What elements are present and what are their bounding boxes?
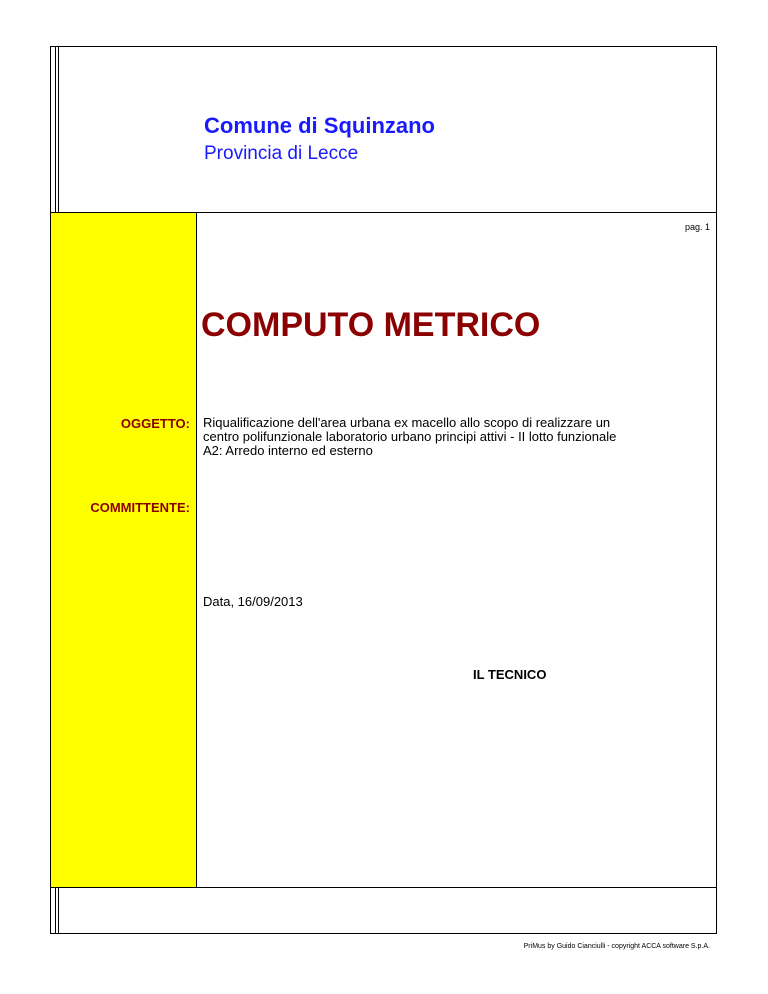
committente-label: COMMITTENTE: bbox=[90, 500, 190, 515]
oggetto-line: centro polifunzionale laboratorio urbano principi attivi - II lotto funzionale bbox=[203, 429, 617, 444]
date-line: Data, 16/09/2013 bbox=[203, 594, 303, 609]
footer-copyright: PriMus by Guido Cianciulli - copyright ACCA software S.p.A. bbox=[523, 943, 710, 950]
province-name: Provincia di Lecce bbox=[204, 143, 359, 164]
municipality-name: Comune di Squinzano bbox=[204, 113, 435, 138]
footer-divider bbox=[50, 887, 717, 888]
document-title: COMPUTO METRICO bbox=[201, 306, 541, 344]
page-number: pag. 1 bbox=[684, 222, 710, 232]
oggetto-label: OGGETTO: bbox=[120, 416, 190, 431]
oggetto-text bbox=[203, 416, 713, 458]
oggetto-line: A2: Arredo interno ed esterno bbox=[203, 443, 373, 458]
signature-label: IL TECNICO bbox=[473, 667, 547, 682]
label-sidebar bbox=[51, 212, 197, 887]
oggetto-line: Riqualificazione dell'area urbana ex macello allo scopo di realizzare un bbox=[203, 415, 611, 430]
